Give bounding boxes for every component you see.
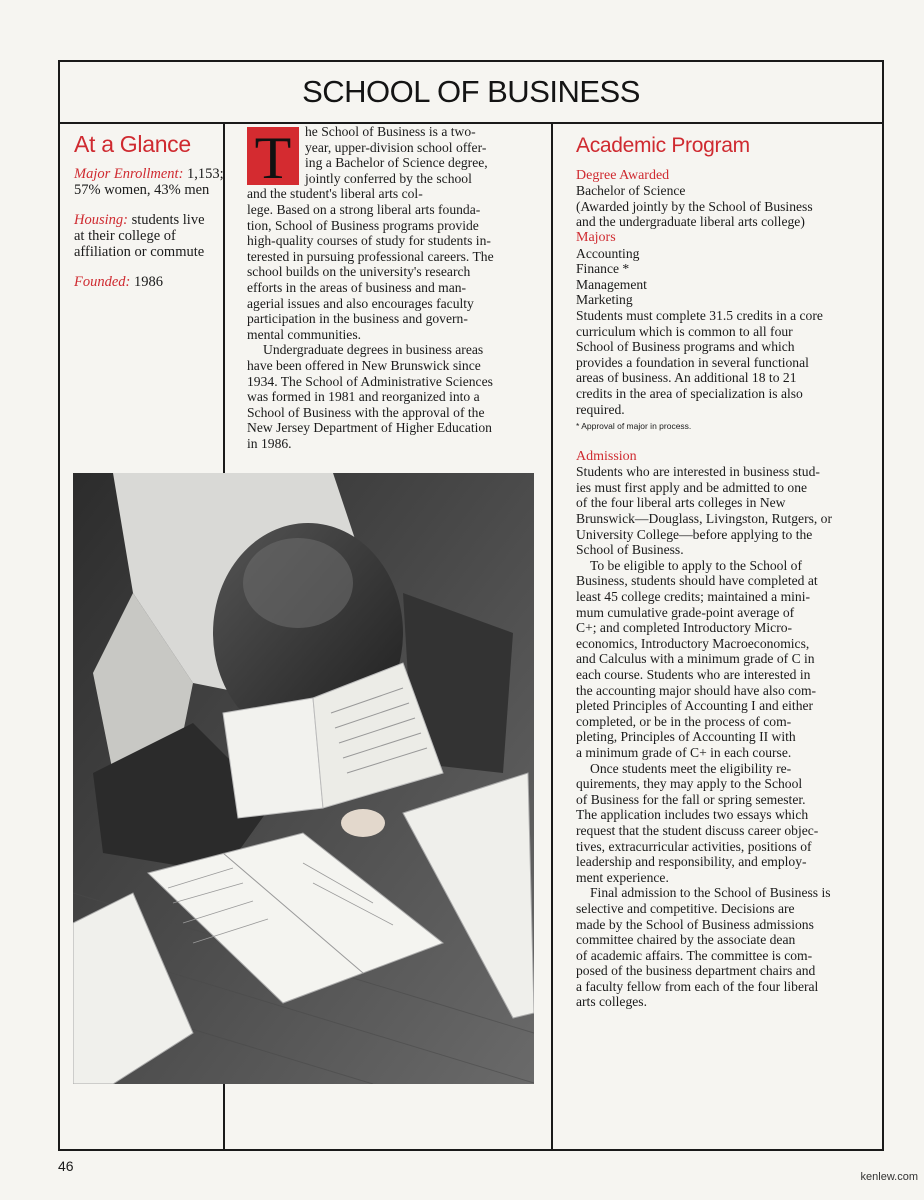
admission-line: committee chaired by the associate dean bbox=[576, 932, 796, 948]
admission-line: a faculty fellow from each of the four liberal bbox=[576, 978, 819, 994]
admission-line: Business, students should have completed at bbox=[576, 573, 818, 589]
admission-line: pleted Principles of Accounting I and either bbox=[576, 698, 814, 714]
admission-line: mum cumulative grade-point average of bbox=[576, 604, 795, 620]
enrollment-info bbox=[74, 166, 224, 198]
admission-line: each course. Students who are interested in bbox=[576, 667, 811, 682]
intro-line: School of Business with the approval of the bbox=[247, 404, 485, 420]
degree-line: Bachelor of Science bbox=[576, 183, 686, 199]
intro-paragraph-2 bbox=[247, 342, 547, 451]
intro-line: participation in the business and govern- bbox=[247, 311, 468, 327]
intro-line: efforts in the areas of business and man- bbox=[247, 279, 467, 295]
student-reading-photo bbox=[73, 473, 534, 1084]
intro-line: and the student's liberal arts col- bbox=[247, 186, 423, 202]
admission-line: quirements, they may apply to the School bbox=[576, 776, 803, 792]
admission-paragraph-3 bbox=[576, 761, 876, 886]
founded-value: 1986 bbox=[134, 274, 163, 290]
intro-text bbox=[247, 124, 547, 451]
degree-lines bbox=[576, 183, 876, 230]
intro-line: mental communities. bbox=[247, 326, 362, 342]
admission-line: the accounting major should have also com- bbox=[576, 682, 817, 698]
admission-line: University College—before applying to the bbox=[576, 526, 813, 542]
drop-cap: T bbox=[247, 127, 299, 185]
admission-line: School of Business. bbox=[576, 542, 684, 558]
major-item: Marketing bbox=[576, 292, 633, 308]
intro-line: have been offered in New Brunswick since bbox=[247, 357, 481, 373]
admission-line: To be eligible to apply to the School of bbox=[590, 557, 802, 573]
founded-label: Founded: bbox=[74, 274, 131, 290]
major-item: Finance * bbox=[576, 261, 630, 277]
intro-line: terested in pursuing professional careers. The bbox=[247, 248, 494, 264]
column-divider-right bbox=[551, 124, 553, 1151]
photo-illustration bbox=[73, 473, 534, 1084]
housing-value-3: affiliation or commute bbox=[74, 244, 205, 260]
intro-line: agerial issues and also encourages faculty bbox=[247, 295, 474, 311]
page-frame bbox=[58, 60, 884, 1151]
admission-line: Brunswick—Douglass, Livingston, Rutgers, or bbox=[576, 511, 833, 527]
intro-line: was formed in 1981 and reorganized into a bbox=[247, 389, 480, 405]
enrollment-label: Major Enrollment: bbox=[74, 166, 184, 182]
admission-line: selective and competitive. Decisions are bbox=[576, 900, 795, 916]
intro-line: tion, School of Business programs provide bbox=[247, 217, 479, 233]
academic-program bbox=[576, 134, 876, 1010]
enrollment-value-2: 57% women, 43% men bbox=[74, 182, 210, 198]
housing-label: Housing: bbox=[74, 212, 128, 228]
admission-line: and Calculus with a minimum grade of C in bbox=[576, 651, 815, 667]
watermark: kenlew.com bbox=[860, 1171, 918, 1183]
major-item: Management bbox=[576, 276, 647, 292]
admission-line: least 45 college credits; maintained a mini- bbox=[576, 589, 811, 605]
admission-line: C+; and completed Introductory Micro- bbox=[576, 620, 793, 636]
majors-label: Majors bbox=[576, 229, 616, 245]
glance-heading: At a Glance bbox=[74, 131, 191, 157]
admission-line: of Business for the fall or spring semester. bbox=[576, 791, 806, 807]
intro-line: in 1986. bbox=[247, 435, 292, 451]
intro-line: jointly conferred by the school bbox=[305, 170, 472, 186]
admission-paragraph-2 bbox=[576, 558, 876, 761]
admission-line: ies must first apply and be admitted to one bbox=[576, 479, 808, 495]
admission-line: ment experience. bbox=[576, 869, 669, 885]
intro-line: ing a Bachelor of Science degree, bbox=[305, 155, 488, 171]
majors-text-line: School of Business programs and which bbox=[576, 339, 795, 355]
major-item: Accounting bbox=[576, 245, 640, 261]
admission-line: leadership and responsibility, and employ- bbox=[576, 854, 807, 870]
admission-line: Once students meet the eligibility re- bbox=[590, 760, 792, 776]
majors-text-line: credits in the area of specialization is also bbox=[576, 385, 803, 401]
enrollment-value-1: 1,153; bbox=[187, 166, 224, 182]
founded-info bbox=[74, 274, 224, 290]
admission-line: a minimum grade of C+ in each course. bbox=[576, 744, 792, 760]
academic-heading: Academic Program bbox=[576, 134, 750, 157]
majors-text-line: Students must complete 31.5 credits in a core bbox=[576, 307, 823, 323]
admission-line: The application includes two essays which bbox=[576, 807, 809, 823]
majors-text-line: provides a foundation in several functional bbox=[576, 354, 809, 370]
at-a-glance bbox=[74, 131, 224, 304]
intro-line: 1934. The School of Administrative Sciences bbox=[247, 373, 493, 389]
majors-text-line: areas of business. An additional 18 to 21 bbox=[576, 370, 797, 386]
degree-line: (Awarded jointly by the School of Business bbox=[576, 198, 813, 214]
admission-paragraph-1 bbox=[576, 464, 876, 558]
admission-label: Admission bbox=[576, 448, 637, 464]
page-title: SCHOOL OF BUSINESS bbox=[302, 74, 640, 109]
approval-note: * Approval of major in process. bbox=[576, 421, 692, 432]
intro-line: he School of Business is a two- bbox=[305, 124, 476, 139]
admission-line: economics, Introductory Macroeconomics, bbox=[576, 635, 810, 651]
admission-line: made by the School of Business admissions bbox=[576, 916, 814, 932]
degree-line: and the undergraduate liberal arts college) bbox=[576, 214, 805, 230]
housing-value-1: students live bbox=[131, 212, 205, 228]
admission-line: completed, or be in the process of com- bbox=[576, 713, 792, 729]
intro-line: year, upper-division school offer- bbox=[305, 139, 487, 155]
admission-line: Final admission to the School of Business is bbox=[590, 885, 831, 901]
housing-value-2: at their college of bbox=[74, 228, 176, 244]
intro-line: New Jersey Department of Higher Education bbox=[247, 420, 492, 436]
admission-line: tives, extracurricular activities, positions of bbox=[576, 838, 812, 854]
intro-line: lege. Based on a strong liberal arts founda- bbox=[247, 201, 481, 217]
majors-text-line: curriculum which is common to all four bbox=[576, 323, 793, 339]
admission-line: posed of the business department chairs and bbox=[576, 963, 816, 979]
admission-line: pleting, Principles of Accounting II with bbox=[576, 729, 796, 745]
majors-list bbox=[576, 246, 876, 308]
admission-line: of academic affairs. The committee is com- bbox=[576, 947, 813, 963]
degree-label: Degree Awarded bbox=[576, 167, 670, 183]
admission-line: of the four liberal arts colleges in New bbox=[576, 495, 786, 511]
admission-line: arts colleges. bbox=[576, 994, 647, 1010]
admission-paragraph-4 bbox=[576, 885, 876, 1010]
title-bar bbox=[60, 62, 882, 124]
majors-text-line: required. bbox=[576, 401, 625, 417]
page-number: 46 bbox=[58, 1158, 74, 1174]
housing-info bbox=[74, 212, 224, 260]
admission-line: request that the student discuss career objec- bbox=[576, 822, 819, 838]
intro-line: high-quality courses of study for students in- bbox=[247, 233, 491, 249]
intro-line: school builds on the university's research bbox=[247, 264, 471, 280]
majors-text bbox=[576, 308, 876, 417]
admission-line: Students who are interested in business stud- bbox=[576, 464, 820, 480]
intro-line: Undergraduate degrees in business areas bbox=[263, 342, 484, 358]
